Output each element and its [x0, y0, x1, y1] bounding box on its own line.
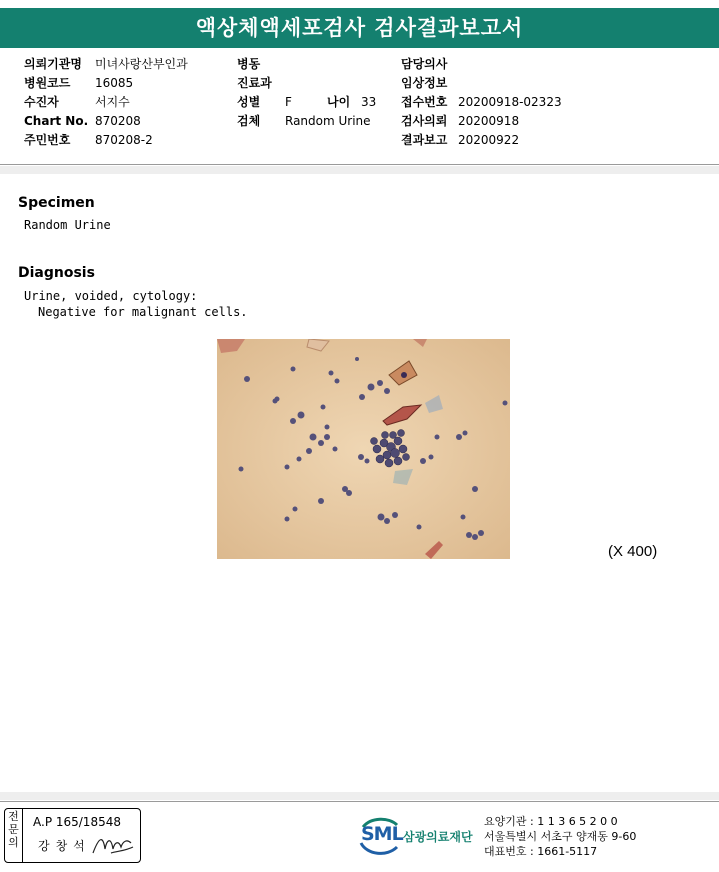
accession-value: 20200918-02323: [458, 95, 562, 109]
diagnosis-heading: Diagnosis: [18, 265, 95, 281]
patient-value: 서지수: [95, 95, 130, 109]
specimen-heading: Specimen: [18, 195, 95, 211]
info-row-chart-no: Chart No. 870208: [24, 114, 141, 128]
sml-logo: [357, 815, 477, 857]
handwritten-signature: [91, 831, 135, 857]
info-row-resident-no: 주민번호 870208-2: [24, 133, 153, 147]
info-row-accession: 접수번호 20200918-02323: [401, 95, 562, 109]
info-row-sex-age: 성별 F 나이 33: [237, 93, 376, 112]
magnification-label: (X 400): [608, 543, 658, 560]
pathologist-signature-box: [4, 808, 141, 863]
report-title: 액상체액세포검사 검사결과보고서: [0, 8, 719, 48]
specialist-vertical-label: 전문의: [5, 809, 23, 862]
info-row-ward: 병동: [237, 57, 261, 71]
info-row-doctor: 담당의사: [401, 57, 448, 71]
specimen-value: Random Urine: [285, 114, 371, 128]
diagnosis-line-2: Negative for malignant cells.: [38, 305, 248, 319]
info-column-left: [24, 55, 188, 150]
pathologist-name: 강창석: [38, 839, 91, 853]
facility-code: 요양기관 : 1 1 3 6 5 2 0 0: [484, 815, 618, 828]
header-band: [0, 166, 719, 174]
address: 서울특별시 서초구 양재동 9-60: [484, 830, 637, 843]
ap-number: A.P 165/18548: [33, 815, 121, 829]
chart-no-value: 870208: [95, 114, 141, 128]
cytology-micrograph: [217, 339, 510, 559]
diagnosis-line-1: Urine, voided, cytology:: [24, 289, 198, 303]
phone-number: 대표번호 : 1661-5117: [484, 845, 598, 858]
footer-info: [484, 814, 636, 859]
hospital-code-value: 16085: [95, 76, 134, 90]
org-name: 삼광의료재단: [403, 830, 473, 844]
info-column-right: [401, 55, 562, 150]
info-row-specimen: 검체 Random Urine: [237, 114, 371, 128]
institution-value: 미녀사랑산부인과: [95, 57, 188, 71]
info-row-dept: 진료과: [237, 76, 272, 90]
header-divider: [0, 164, 719, 165]
info-row-report-date: 결과보고 20200922: [401, 133, 520, 147]
logo-text: SML: [361, 823, 403, 845]
info-row-request-date: 검사의뢰 20200918: [401, 114, 520, 128]
specimen-text: Random Urine: [24, 218, 111, 232]
age-value: 33: [361, 95, 377, 109]
sex-value: F: [285, 95, 292, 109]
info-row-patient: 수진자 서지수: [24, 95, 130, 109]
info-row-hospital-code: 병원코드 16085: [24, 76, 134, 90]
info-row-clinical: 임상정보: [401, 76, 448, 90]
resident-no-value: 870208-2: [95, 133, 153, 147]
report-date-value: 20200922: [458, 133, 520, 147]
info-row-institution: 의뢰기관명 미녀사랑산부인과: [24, 57, 188, 71]
micrograph-drawing: [217, 339, 510, 559]
info-column-middle: [237, 55, 376, 131]
footer-divider: [0, 801, 719, 802]
request-date-value: 20200918: [458, 114, 520, 128]
footer-band: [0, 792, 719, 800]
